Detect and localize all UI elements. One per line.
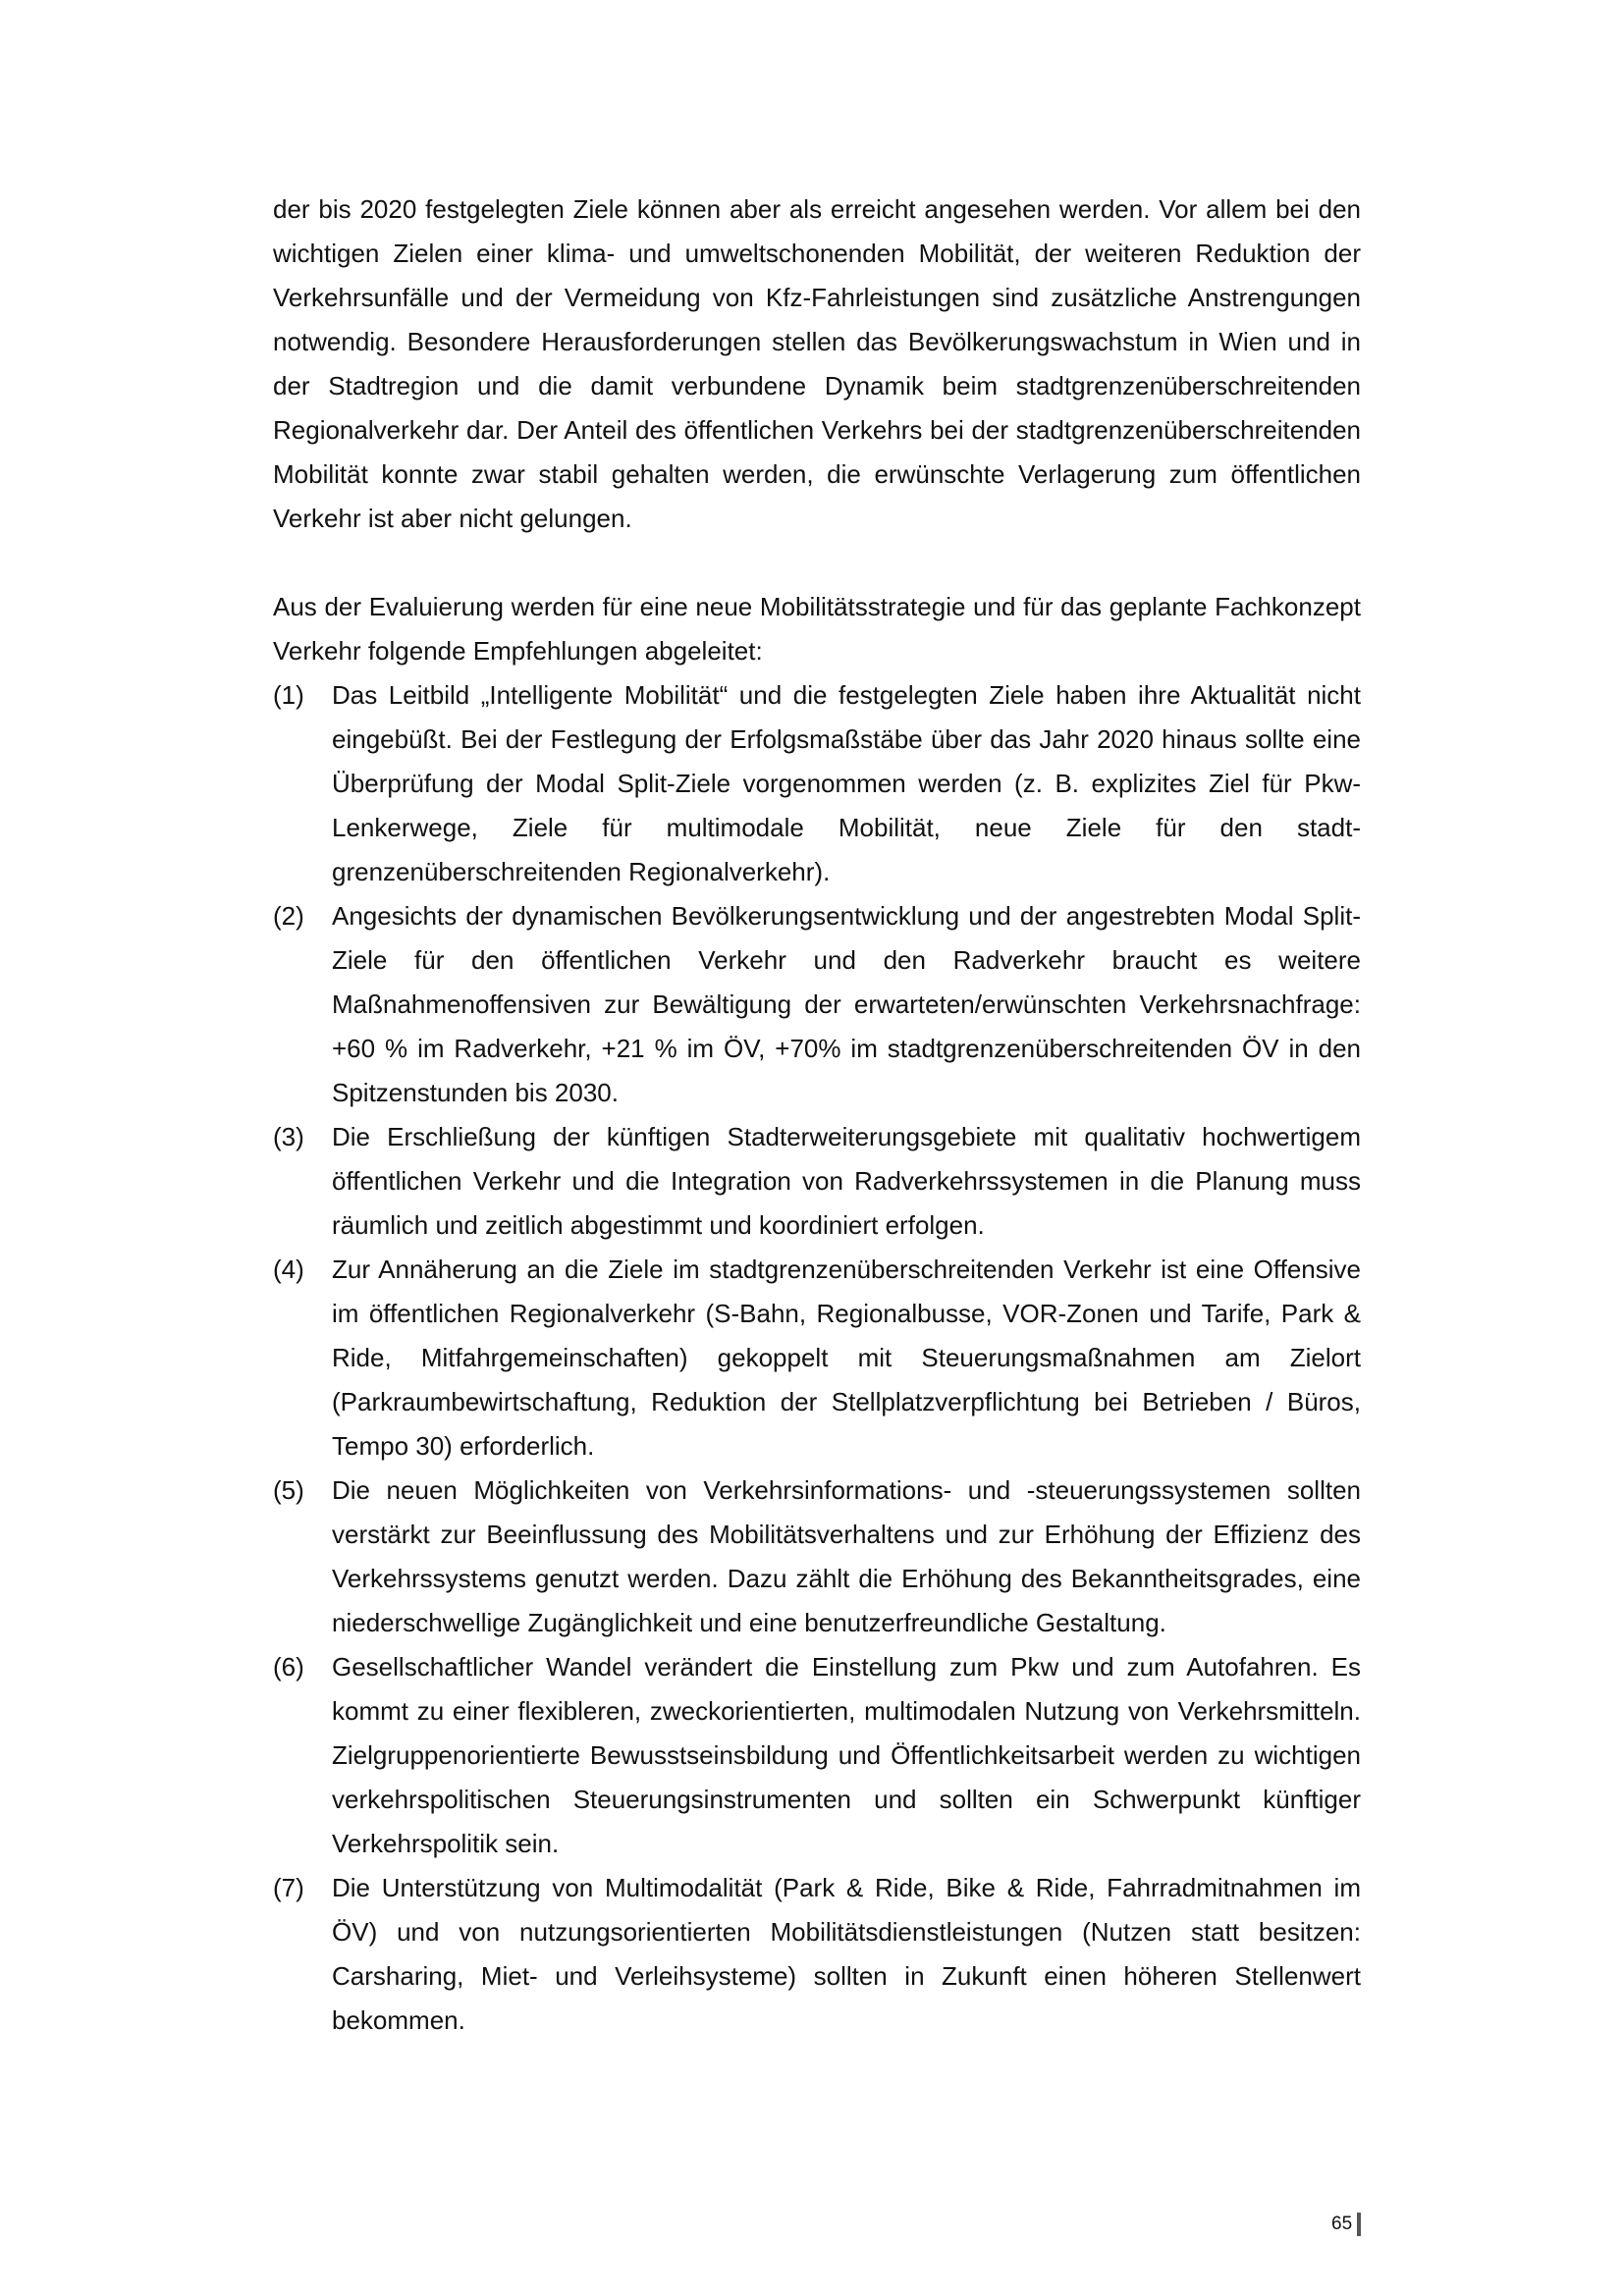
recommendation-number: (5) <box>273 1475 304 1505</box>
intro-paragraph: der bis 2020 festgelegten Ziele können aber als erreicht angesehen werden. Vor allem bei den wichtigen Zielen einer klima- und umweltschonenden Mobilität, der weiteren Reduktion der Verkehrsunfälle und der Vermeidung von Kfz-Fahrleistungen sind zusätzliche Anstrengungen notwendig. Besondere Herausforderungen stellen das Bevölkerungswachstum in Wien und in der Stadtregion und die damit verbundene Dynamik beim stadtgrenzenüberschreitenden Regionalverkehr dar. Der Anteil des öffentlichen Verkehrs bei der stadtgrenzenüberschreitenden Mobilität konnte zwar stabil gehalten werden, die erwünschte Verlagerung zum öffentlichen Verkehr ist aber nicht gelungen. <box>273 194 1361 533</box>
recommendation-text: Angesichts der dynamischen Bevölkerungsentwicklung und der angestrebten Modal Split-Ziele für den öffentlichen Verkehr und den Radverkehr braucht es weitere Maßnahmenoffensiven zur Bewältigung der erwarteten/erwünschten Verkehrsnachfrage: +60 % im Radverkehr, +21 % im ÖV, +70% im stadtgrenzenüberschreitenden ÖV in den Spitzenstunden bis 2030. <box>332 901 1361 1107</box>
recommendation-number: (4) <box>273 1255 304 1284</box>
recommendation-text: Zur Annäherung an die Ziele im stadtgrenzenüberschreitenden Verkehr ist eine Offensive im öffentlichen Regionalverkehr (S-Bahn, Regionalbusse, VOR-Zonen und Tarife, Park & Ride, Mitfahrgemeinschaften) gekoppelt mit Steuerungsmaßnahmen am Zielort (Parkraumbewirtschaftung, Reduktion der Stellplatzverpflichtung bei Betrieben / Büros, Tempo 30) erforderlich. <box>332 1255 1361 1461</box>
recommendation-item <box>273 1645 1361 1866</box>
recommendation-item <box>273 1115 1361 1248</box>
recommendation-item <box>273 894 1361 1115</box>
page-number: 65 <box>1331 2213 1361 2236</box>
recommendation-item <box>273 1468 1361 1645</box>
recommendation-number: (1) <box>273 680 304 710</box>
recommendation-number: (3) <box>273 1122 304 1151</box>
recommendation-number: (7) <box>273 1873 304 1902</box>
recommendation-item <box>273 1248 1361 1468</box>
recommendation-number: (6) <box>273 1652 304 1682</box>
recommendation-text: Gesellschaftlicher Wandel verändert die Einstellung zum Pkw und zum Autofahren. Es kommt zu einer flexibleren, zweckorientierten, multimodalen Nutzung von Verkehrsmitteln. Zielgruppenorientierte Bewusstseinsbildung und Öffentlichkeitsarbeit werden zu wichtigen verkehrspolitischen Steuerungsinstrumenten und sollten ein Schwerpunkt künftiger Verkehrspolitik sein. <box>332 1652 1361 1858</box>
recommendation-text: Die Unterstützung von Multimodalität (Park & Ride, Bike & Ride, Fahrradmitnahmen im ÖV) und von nutzungsorientierten Mobilitätsdienstleistungen (Nutzen statt besitzen: Carsharing, Miet- und Verleihsysteme) sollten in Zukunft einen höheren Stellenwert bekommen. <box>332 1873 1361 2035</box>
recommendations-list <box>273 673 1361 2043</box>
recommendation-text: Das Leitbild „Intelligente Mobilität“ und die festgelegten Ziele haben ihre Aktualität nicht eingebüßt. Bei der Festlegung der Erfolgsmaßstäbe über das Jahr 2020 hinaus sollte eine Überprüfung der Modal Split-Ziele vorgenommen werden (z. B. explizites Ziel für Pkw-Lenkerwege, Ziele für multimodale Mobilität, neue Ziele für den stadtgrenzenüberschreitenden Regionalverkehr). <box>332 680 1361 886</box>
page-body <box>273 187 1361 2043</box>
recommendation-item <box>273 673 1361 894</box>
recommendation-number: (2) <box>273 901 304 931</box>
paragraph-spacer <box>273 541 1361 585</box>
recommendation-text: Die Erschließung der künftigen Stadterweiterungsgebiete mit qualitativ hochwertigem öffentlichen Verkehr und die Integration von Radverkehrssystemen in die Planung muss räumlich und zeitlich abgestimmt und koordiniert erfolgen. <box>332 1122 1361 1240</box>
recommendations-intro: Aus der Evaluierung werden für eine neue Mobilitätsstrategie und für das geplante Fachkonzept Verkehr folgende Empfehlungen abgeleitet: <box>273 592 1361 666</box>
recommendation-text: Die neuen Möglichkeiten von Verkehrsinformations- und -steuerungssystemen sollten verstärkt zur Beeinflussung des Mobilitätsverhaltens und zur Erhöhung der Effizienz des Verkehrssystems genutzt werden. Dazu zählt die Erhöhung des Bekanntheitsgrades, eine niederschwellige Zugänglichkeit und eine benutzerfreundliche Gestaltung. <box>332 1475 1361 1637</box>
recommendation-item <box>273 1866 1361 2043</box>
